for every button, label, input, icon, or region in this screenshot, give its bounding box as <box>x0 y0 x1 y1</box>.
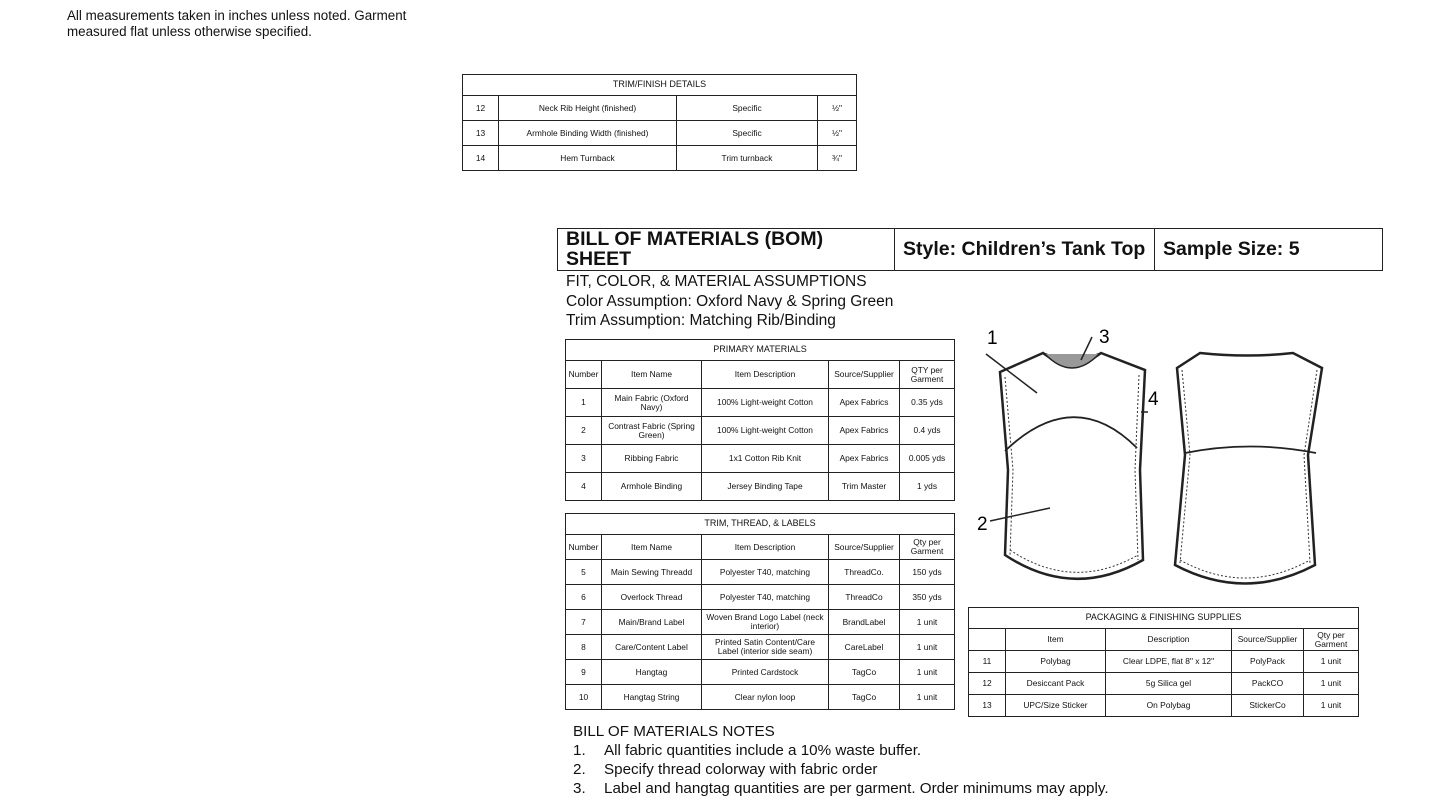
cell: 8 <box>566 635 602 660</box>
color-assumption: Color Assumption: Oxford Navy & Spring Green <box>566 292 894 310</box>
cell: Clear nylon loop <box>702 685 829 710</box>
cell: 3 <box>566 445 602 473</box>
bom-sample-size: Sample Size: 5 <box>1155 229 1383 271</box>
cell: Apex Fabrics <box>829 389 900 417</box>
cell: UPC/Size Sticker <box>1006 695 1106 717</box>
note-text: All fabric quantities include a 10% waste buffer. <box>604 742 922 759</box>
cell: Main Fabric (Oxford Navy) <box>602 389 702 417</box>
column-header: Item Description <box>702 535 829 560</box>
cell: Printed Cardstock <box>702 660 829 685</box>
cell: 1x1 Cotton Rib Knit <box>702 445 829 473</box>
list-item <box>573 741 1273 760</box>
cell: Overlock Thread <box>602 585 702 610</box>
measurement-note: All measurements taken in inches unless noted. Garment measured flat unless otherwise specified. <box>67 8 407 39</box>
cell: ½" <box>818 121 857 146</box>
cell: Specific <box>677 96 818 121</box>
cell: ½" <box>818 96 857 121</box>
packaging-table <box>968 607 1359 717</box>
front-yoke-seam <box>1005 417 1137 451</box>
cell: Armhole Binding <box>602 473 702 501</box>
armhole-stitch-right <box>1135 375 1139 560</box>
cell: Desiccant Pack <box>1006 673 1106 695</box>
cell: Polyester T40, matching <box>702 585 829 610</box>
cell: Polybag <box>1006 651 1106 673</box>
column-header: Item Name <box>602 361 702 389</box>
cell: 4 <box>566 473 602 501</box>
cell: Trim Master <box>829 473 900 501</box>
note-number: 2. <box>573 761 586 778</box>
tank-top-flat-sketch <box>970 320 1360 600</box>
header-row <box>566 535 955 560</box>
cell: Specific <box>677 121 818 146</box>
cell: Hangtag String <box>602 685 702 710</box>
cell: 12 <box>463 96 499 121</box>
cell: PolyPack <box>1232 651 1304 673</box>
bom-header <box>557 228 1383 271</box>
column-header: Source/Supplier <box>829 535 900 560</box>
cell: 100% Light-weight Cotton <box>702 417 829 445</box>
cell: Polyester T40, matching <box>702 560 829 585</box>
header-row <box>969 629 1359 651</box>
cell: 0.35 yds <box>900 389 955 417</box>
trim-thread-labels-table <box>565 513 955 710</box>
cell: 1 <box>566 389 602 417</box>
cell: 12 <box>969 673 1006 695</box>
column-header: Number <box>566 535 602 560</box>
note-text: Label and hangtag quantities are per garment. Order minimums may apply. <box>604 780 1109 797</box>
cell: Main/Brand Label <box>602 610 702 635</box>
cell: 1 unit <box>900 685 955 710</box>
cell: 5g Silica gel <box>1106 673 1232 695</box>
table-row <box>969 695 1359 717</box>
cell: 2 <box>566 417 602 445</box>
cell: On Polybag <box>1106 695 1232 717</box>
table-row <box>566 660 955 685</box>
cell: BrandLabel <box>829 610 900 635</box>
note-number: 1. <box>573 742 586 759</box>
callout-3: 3 <box>1099 327 1110 348</box>
trim-finish-caption: TRIM/FINISH DETAILS <box>463 75 857 96</box>
cell: 13 <box>463 121 499 146</box>
table-row <box>566 560 955 585</box>
table-row <box>566 389 955 417</box>
cell: TagCo <box>829 685 900 710</box>
cell: 1 unit <box>900 610 955 635</box>
cell: 1 unit <box>900 660 955 685</box>
column-header: Qty per Garment <box>1304 629 1359 651</box>
callout-line-2 <box>990 508 1050 521</box>
note-number: 3. <box>573 780 586 797</box>
cell: Woven Brand Logo Label (neck interior) <box>702 610 829 635</box>
assumptions-heading: FIT, COLOR, & MATERIAL ASSUMPTIONS <box>566 273 867 290</box>
table-row <box>566 417 955 445</box>
cell: Main Sewing Threadd <box>602 560 702 585</box>
bom-notes-list <box>573 741 1273 798</box>
column-header: Item Name <box>602 535 702 560</box>
cell: 1 unit <box>1304 651 1359 673</box>
cell: Printed Satin Content/Care Label (interior side seam) <box>702 635 829 660</box>
table-row <box>463 121 857 146</box>
cell: 1 yds <box>900 473 955 501</box>
front-view <box>1000 353 1145 579</box>
cell: Ribbing Fabric <box>602 445 702 473</box>
trim-finish-table <box>462 74 857 171</box>
cell: Apex Fabrics <box>829 445 900 473</box>
column-header: Source/Supplier <box>829 361 900 389</box>
column-header: Source/Supplier <box>1232 629 1304 651</box>
neck-rib <box>1045 354 1099 368</box>
cell: 7 <box>566 610 602 635</box>
primary-materials-table <box>565 339 955 501</box>
cell: 14 <box>463 146 499 171</box>
cell: 100% Light-weight Cotton <box>702 389 829 417</box>
cell: Clear LDPE, flat 8" x 12" <box>1106 651 1232 673</box>
column-header: QTY per Garment <box>900 361 955 389</box>
table-row <box>463 96 857 121</box>
cell: Apex Fabrics <box>829 417 900 445</box>
packaging-caption: PACKAGING & FINISHING SUPPLIES <box>969 608 1359 629</box>
cell: 1 unit <box>1304 695 1359 717</box>
back-yoke-seam <box>1185 447 1316 454</box>
back-view <box>1175 353 1322 584</box>
table-row <box>463 146 857 171</box>
cell: Contrast Fabric (Spring Green) <box>602 417 702 445</box>
header-row <box>566 361 955 389</box>
cell: 9 <box>566 660 602 685</box>
column-header: Number <box>566 361 602 389</box>
bom-style: Style: Children’s Tank Top <box>895 229 1155 271</box>
cell: 11 <box>969 651 1006 673</box>
cell: CareLabel <box>829 635 900 660</box>
cell: 1 unit <box>900 635 955 660</box>
cell: ¾" <box>818 146 857 171</box>
table-row <box>969 651 1359 673</box>
cell: 13 <box>969 695 1006 717</box>
cell: Neck Rib Height (finished) <box>499 96 677 121</box>
cell: 5 <box>566 560 602 585</box>
cell: ThreadCo <box>829 585 900 610</box>
table-row <box>566 445 955 473</box>
table-row <box>566 685 955 710</box>
table-row <box>566 585 955 610</box>
cell: 0.4 yds <box>900 417 955 445</box>
cell: TagCo <box>829 660 900 685</box>
cell: PackCO <box>1232 673 1304 695</box>
trim-thread-caption: TRIM, THREAD, & LABELS <box>566 514 955 535</box>
cell: Trim turnback <box>677 146 818 171</box>
column-header: Description <box>1106 629 1232 651</box>
cell: 0.005 yds <box>900 445 955 473</box>
callout-2: 2 <box>977 514 988 535</box>
cell: Hem Turnback <box>499 146 677 171</box>
cell: ThreadCo. <box>829 560 900 585</box>
table-row <box>969 673 1359 695</box>
cell: StickerCo <box>1232 695 1304 717</box>
bom-notes-heading: BILL OF MATERIALS NOTES <box>573 723 775 740</box>
table-row <box>566 610 955 635</box>
note-text: Specify thread colorway with fabric order <box>604 761 878 778</box>
column-header: Item Description <box>702 361 829 389</box>
cell: Care/Content Label <box>602 635 702 660</box>
cell: Hangtag <box>602 660 702 685</box>
cell: Armhole Binding Width (finished) <box>499 121 677 146</box>
list-item <box>573 760 1273 779</box>
back-armhole-stitch-right <box>1304 370 1317 563</box>
callout-4: 4 <box>1148 389 1159 410</box>
bom-notes <box>573 722 1273 798</box>
trim-assumption: Trim Assumption: Matching Rib/Binding <box>566 312 836 329</box>
cell: Jersey Binding Tape <box>702 473 829 501</box>
table-row <box>566 635 955 660</box>
callout-1: 1 <box>987 328 998 349</box>
cell: 6 <box>566 585 602 610</box>
column-header: Qty per Garment <box>900 535 955 560</box>
column-header: Item <box>1006 629 1106 651</box>
bom-title: BILL OF MATERIALS (BOM) SHEET <box>558 229 895 271</box>
cell: 350 yds <box>900 585 955 610</box>
table-row <box>566 473 955 501</box>
list-item <box>573 779 1273 798</box>
assumptions-block <box>566 272 893 331</box>
cell: 10 <box>566 685 602 710</box>
column-header <box>969 629 1006 651</box>
cell: 1 unit <box>1304 673 1359 695</box>
primary-caption: PRIMARY MATERIALS <box>566 340 955 361</box>
cell: 150 yds <box>900 560 955 585</box>
